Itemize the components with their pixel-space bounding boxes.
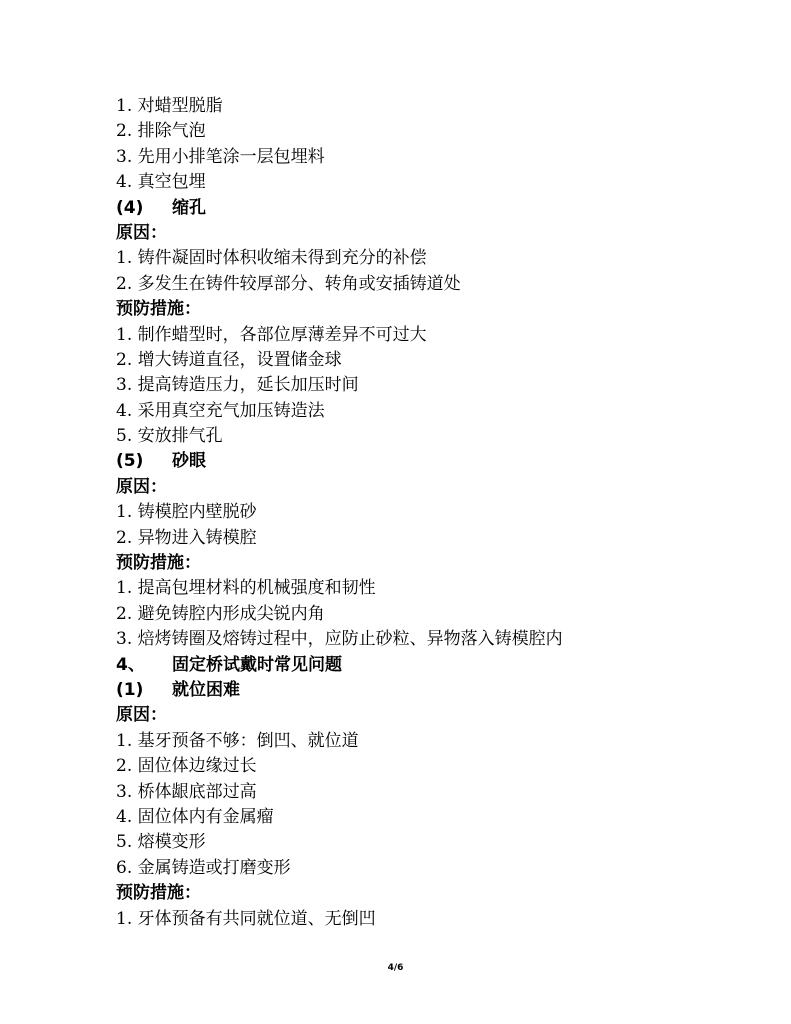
document-body: [116, 94, 756, 932]
section-heading: [116, 653, 756, 678]
page-number: 4/6: [387, 963, 404, 973]
list-item: 3. 焙烤铸圈及熔铸过程中，应防止砂粒、异物落入铸模腔内: [116, 629, 563, 650]
heading-number: (5): [116, 451, 144, 472]
list-item: 3. 先用小排笔涂一层包埋料: [116, 146, 325, 167]
heading-number: 4、: [116, 654, 145, 675]
list-item: 1. 提高包埋材料的机械强度和韧性: [116, 578, 376, 599]
list-item: 3. 提高铸造压力，延长加压时间: [116, 375, 359, 396]
list-item: 3. 桥体龈底部过高: [116, 781, 257, 802]
subsection-label: 原因：: [116, 222, 167, 243]
subsection-label: 原因：: [116, 476, 167, 497]
list-item: 4. 真空包埋: [116, 172, 206, 193]
list-item: 2. 固位体边缘过长: [116, 756, 257, 777]
heading-number: (1): [116, 679, 144, 700]
heading-text: 就位困难: [172, 679, 240, 700]
list-item: 4. 采用真空充气加压铸造法: [116, 400, 325, 421]
subsection-heading: [116, 196, 756, 221]
list-item: 1. 铸件凝固时体积收缩未得到充分的补偿: [116, 248, 427, 269]
list-item: 2. 避免铸腔内形成尖锐内角: [116, 603, 325, 624]
subsection-heading: [116, 678, 756, 703]
list-item: 2. 多发生在铸件较厚部分、转角或安插铸道处: [116, 273, 461, 294]
heading-text: 缩孔: [172, 197, 206, 218]
list-item: 1. 对蜡型脱脂: [116, 96, 223, 116]
list-item: 5. 安放排气孔: [116, 426, 223, 447]
list-item: 1. 基牙预备不够：倒凹、就位道: [116, 730, 359, 751]
subsection-label: 预防措施：: [116, 299, 201, 320]
list-item: 1. 制作蜡型时，各部位厚薄差异不可过大: [116, 324, 427, 345]
subsection-label: 预防措施：: [116, 553, 201, 574]
list-item: 1. 铸模腔内壁脱砂: [116, 502, 257, 523]
subsection-label: 预防措施：: [116, 883, 201, 904]
subsection-heading: [116, 449, 756, 474]
heading-number: (4): [116, 197, 144, 218]
heading-text: 固定桥试戴时常见问题: [172, 654, 342, 675]
list-item: 2. 排除气泡: [116, 121, 206, 142]
list-item: 5. 熔模变形: [116, 832, 206, 853]
list-item: 1. 牙体预备有共同就位道、无倒凹: [116, 908, 376, 929]
list-item: 4. 固位体内有金属瘤: [116, 806, 274, 827]
heading-text: 砂眼: [172, 451, 206, 472]
list-item: 6. 金属铸造或打磨变形: [116, 857, 291, 878]
subsection-label: 原因：: [116, 705, 167, 726]
list-item: 2. 异物进入铸模腔: [116, 527, 257, 548]
list-item: 2. 增大铸道直径，设置储金球: [116, 349, 342, 370]
